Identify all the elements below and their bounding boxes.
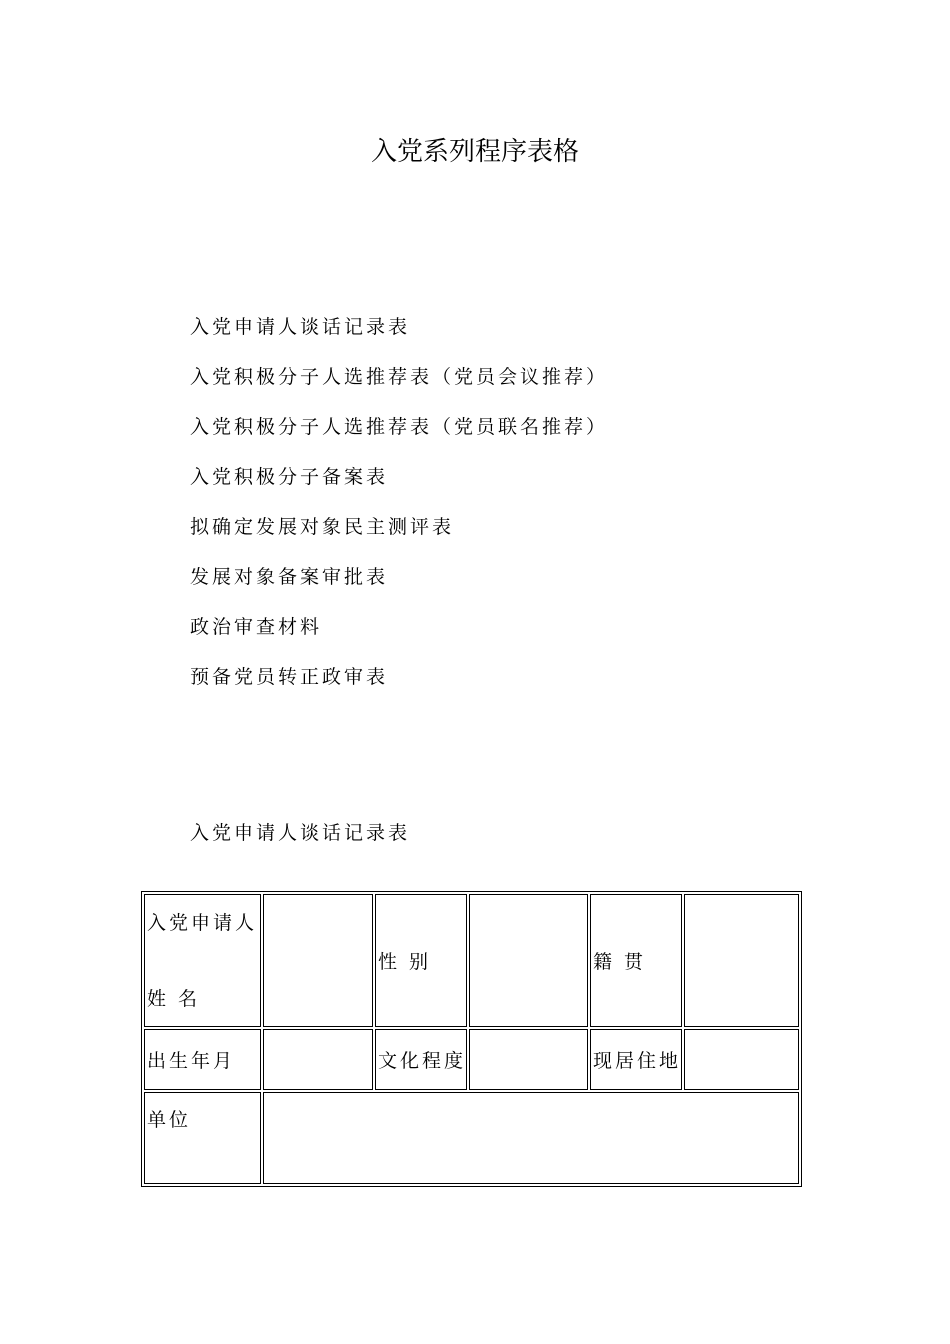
form-list-item: 入党积极分子人选推荐表（党员会议推荐）	[190, 366, 609, 388]
applicant-name-field[interactable]	[263, 894, 373, 1027]
form-list-item: 政治审查材料	[190, 616, 323, 638]
gender-label: 性 别	[375, 894, 467, 1027]
unit-label: 单位	[144, 1092, 261, 1184]
residence-field[interactable]	[684, 1029, 799, 1090]
unit-field[interactable]	[263, 1092, 799, 1184]
residence-label: 现居住地	[590, 1029, 682, 1090]
education-label: 文化程度	[375, 1029, 467, 1090]
hometown-label: 籍 贯	[590, 894, 682, 1027]
applicant-name-label-line2: 姓 名	[147, 987, 201, 1010]
form-list-item: 拟确定发展对象民主测评表	[190, 516, 455, 538]
interview-record-form	[141, 891, 802, 1187]
form-list-item: 入党积极分子人选推荐表（党员联名推荐）	[190, 416, 609, 438]
hometown-field[interactable]	[684, 894, 799, 1027]
form-list-item: 入党积极分子备案表	[190, 466, 389, 488]
table-row	[144, 1092, 799, 1184]
form-list-item: 发展对象备案审批表	[190, 566, 389, 588]
document-title: 入党系列程序表格	[370, 137, 579, 167]
applicant-name-label-line1: 入党申请人	[147, 911, 258, 934]
education-field[interactable]	[469, 1029, 588, 1090]
birth-date-field[interactable]	[263, 1029, 373, 1090]
table-row	[144, 1029, 799, 1090]
gender-field[interactable]	[469, 894, 588, 1027]
section-heading: 入党申请人谈话记录表	[190, 822, 411, 844]
form-list	[190, 312, 608, 712]
form-list-item: 入党申请人谈话记录表	[190, 316, 411, 338]
form-list-item: 预备党员转正政审表	[190, 666, 389, 688]
birth-date-label: 出生年月	[144, 1029, 261, 1090]
table-row	[144, 894, 799, 1027]
applicant-name-label-cell	[144, 894, 261, 1027]
